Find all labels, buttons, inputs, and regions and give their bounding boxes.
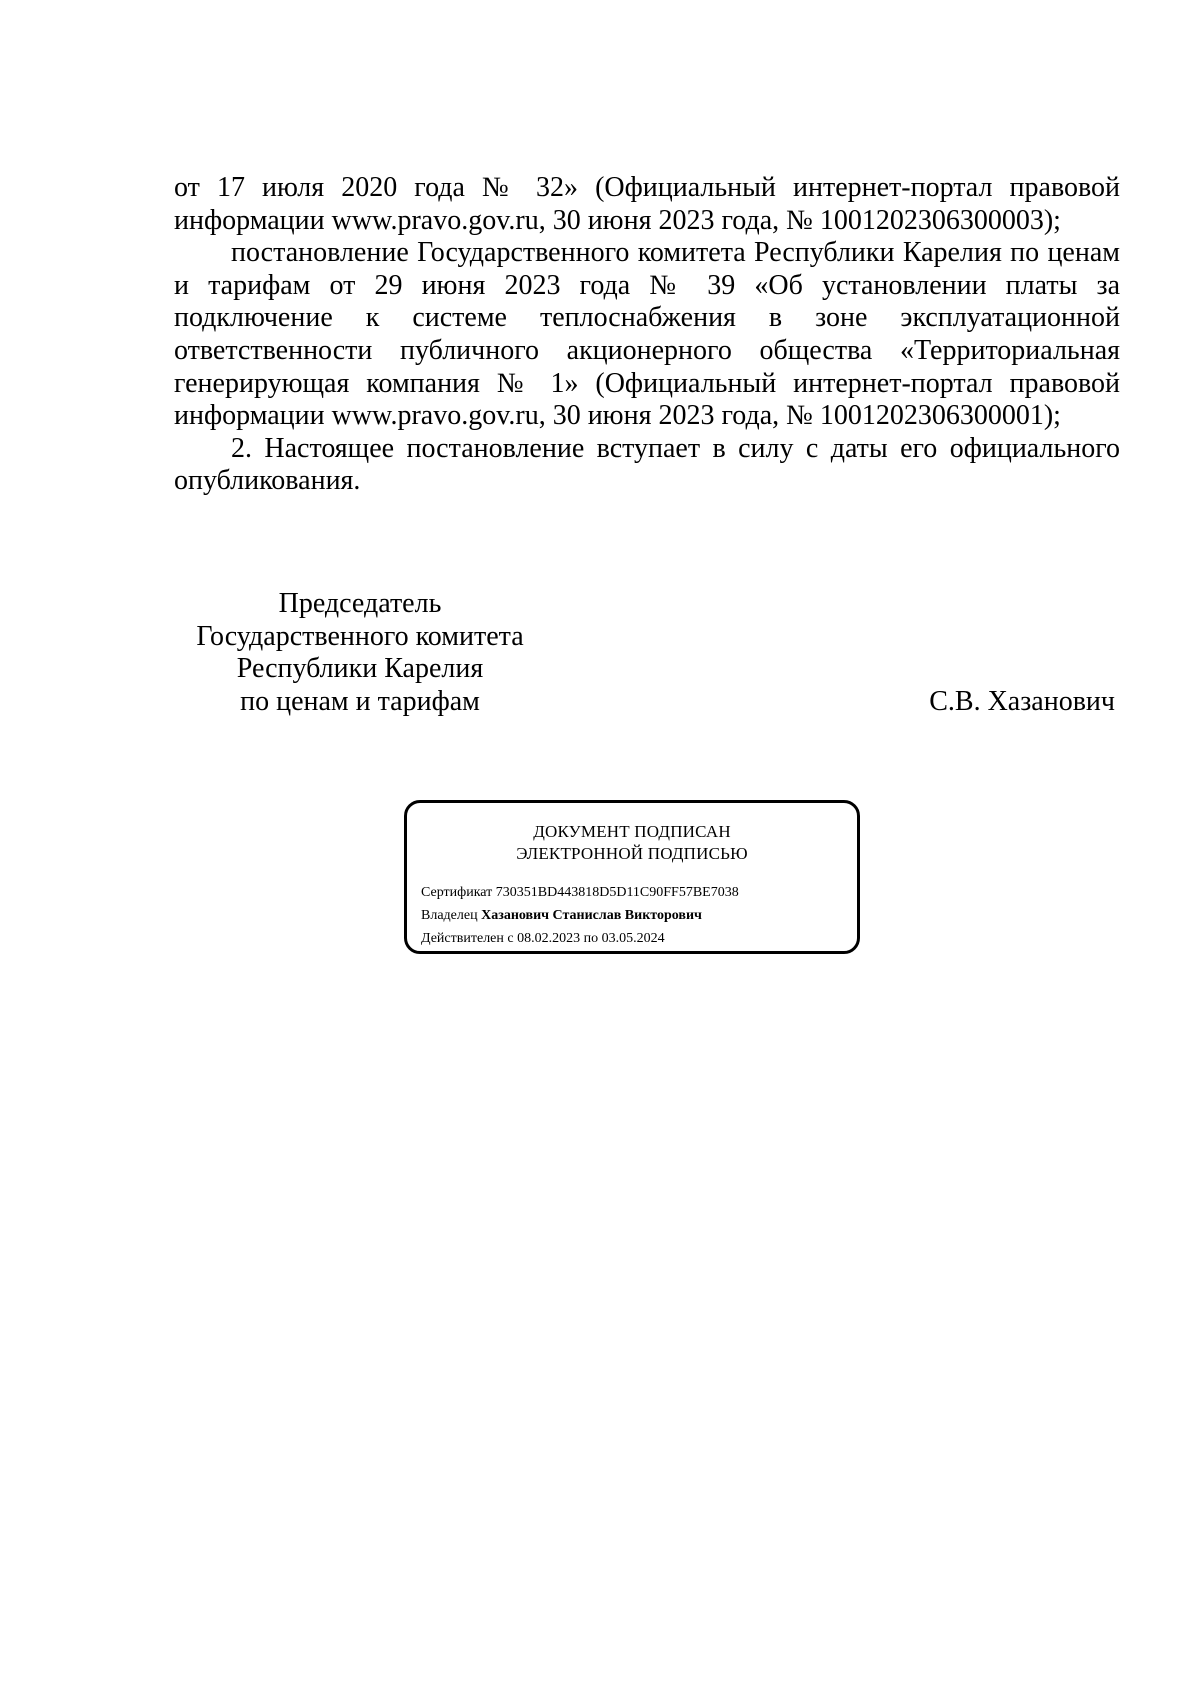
valid-to-label: по [583,931,599,946]
stamp-owner-row [421,904,739,927]
stamp-title-line: ЭЛЕКТРОННОЙ ПОДПИСЬЮ [516,844,748,863]
valid-from-value: 08.02.2023 [517,931,581,946]
stamp-title-line: ДОКУМЕНТ ПОДПИСАН [533,822,731,841]
signer-position-line: Государственного комитета [196,620,524,652]
certificate-label: Сертификат [421,885,493,900]
stamp-certificate-row [421,881,739,904]
certificate-value: 730351BD443818D5D11C90FF57BE7038 [495,885,739,900]
paragraph-continuation: от 17 июля 2020 года № 32» (Официальный интернет-портал правовой информации www.pravo.gov.ru, 30 июня 2023 года, № 1001202306300003); [174,172,1120,236]
stamp-title [407,821,857,865]
signer-position-line: Республики Карелия [236,653,484,685]
signer-position [170,588,550,718]
owner-label: Владелец [421,908,478,923]
paragraph-effective-date: 2. Настоящее постановление вступает в силу с даты его официального опубликования. [174,432,1120,497]
stamp-details [421,881,739,950]
valid-from-label: Действителен с [421,931,514,946]
document-body [174,172,1120,498]
stamp-validity-row [421,927,739,950]
signer-position-line: Председатель [278,588,442,619]
paragraph-resolution-39: постановление Государственного комитета Республики Карелия по ценам и тарифам от 29 июня 2023 года № 39 «Об установлении платы за подключение к системе теплоснабжения в зоне эксплуатационной ответственности публичного акционерного общества «Территориальная генерирующая компания № 1» (Официальный интернет-портал правовой информации www.pravo.gov.ru, 30 июня 2023 года, № 1001202306300001); [174,237,1120,432]
owner-value: Хазанович Станислав Викторович [481,908,702,923]
signer-name: С.В. Хазанович [929,686,1115,717]
signer-position-line: по ценам и тарифам [240,685,480,717]
valid-to-value: 03.05.2024 [601,931,665,946]
electronic-signature-stamp [404,800,860,954]
